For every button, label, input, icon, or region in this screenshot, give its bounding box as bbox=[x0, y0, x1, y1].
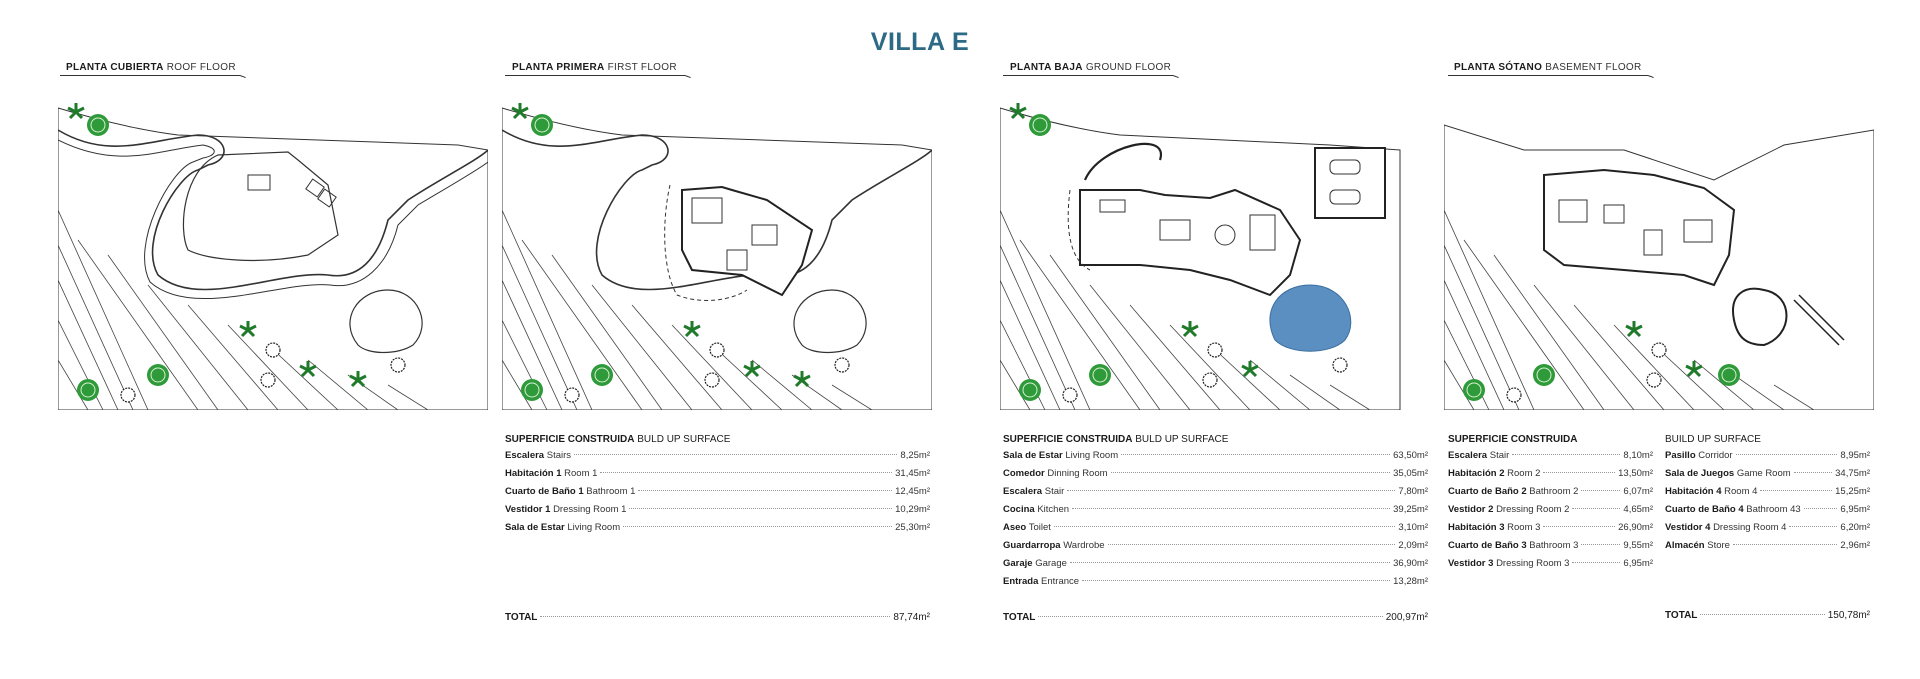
table-row bbox=[505, 468, 930, 486]
table-row bbox=[1003, 504, 1428, 522]
row-leader bbox=[1121, 454, 1390, 455]
row-value: 6,20m² bbox=[1840, 522, 1870, 533]
row-leader bbox=[1111, 472, 1391, 473]
table-row bbox=[1448, 468, 1653, 486]
table-row bbox=[1448, 450, 1653, 468]
table-row bbox=[1448, 522, 1653, 540]
label-underline bbox=[505, 75, 685, 76]
basement-surface-table-right bbox=[1665, 434, 1870, 558]
row-label: Escalera Stair bbox=[1003, 486, 1065, 497]
table-heading: BUILD UP SURFACE bbox=[1665, 434, 1761, 445]
table-row bbox=[1003, 558, 1428, 576]
row-value: 36,90m² bbox=[1393, 558, 1428, 569]
table-row bbox=[1003, 540, 1428, 558]
table-heading: SUPERFICIE CONSTRUIDA BULD UP SURFACE bbox=[505, 434, 731, 445]
row-value: 63,50m² bbox=[1393, 450, 1428, 461]
row-label: Sala de Estar Living Room bbox=[1003, 450, 1119, 461]
row-leader bbox=[574, 454, 897, 455]
ground-floor-plan bbox=[1000, 90, 1430, 410]
basement-surface-table-left bbox=[1448, 434, 1653, 576]
ground-floor-drawing bbox=[1000, 90, 1430, 410]
first-floor-total: TOTAL 87,74m² bbox=[505, 612, 930, 623]
label-underline-tick bbox=[1173, 75, 1179, 78]
row-label: Escalera Stair bbox=[1448, 450, 1510, 461]
row-value: 2,96m² bbox=[1840, 540, 1870, 551]
row-leader bbox=[1543, 472, 1615, 473]
table-row bbox=[1665, 522, 1870, 540]
label-underline-tick bbox=[240, 75, 246, 78]
row-value: 7,80m² bbox=[1398, 486, 1428, 497]
row-label: Vestidor 2 Dressing Room 2 bbox=[1448, 504, 1570, 515]
row-value: 35,05m² bbox=[1393, 468, 1428, 479]
row-label: Sala de Juegos Game Room bbox=[1665, 468, 1791, 479]
table-heading: SUPERFICIE CONSTRUIDA bbox=[1448, 434, 1578, 445]
row-label: Cuarto de Baño 2 Bathroom 2 bbox=[1448, 486, 1579, 497]
row-value: 25,30m² bbox=[895, 522, 930, 533]
row-leader bbox=[1581, 490, 1620, 491]
row-leader bbox=[1581, 544, 1620, 545]
row-label: Cuarto de Baño 1 Bathroom 1 bbox=[505, 486, 636, 497]
row-label: Sala de Estar Living Room bbox=[505, 522, 621, 533]
row-leader bbox=[638, 490, 892, 491]
row-label: Habitación 1 Room 1 bbox=[505, 468, 598, 479]
table-row bbox=[1003, 486, 1428, 504]
table-row bbox=[1003, 450, 1428, 468]
row-value: 8,10m² bbox=[1623, 450, 1653, 461]
row-value: 6,07m² bbox=[1623, 486, 1653, 497]
row-leader bbox=[623, 526, 892, 527]
row-label: Cocina Kitchen bbox=[1003, 504, 1070, 515]
table-row bbox=[1448, 540, 1653, 558]
row-value: 6,95m² bbox=[1840, 504, 1870, 515]
row-leader bbox=[1804, 508, 1838, 509]
row-value: 13,28m² bbox=[1393, 576, 1428, 587]
basement-floor-drawing bbox=[1444, 90, 1874, 410]
table-row bbox=[1448, 504, 1653, 522]
row-value: 2,09m² bbox=[1398, 540, 1428, 551]
row-value: 13,50m² bbox=[1618, 468, 1653, 479]
row-label: Vestidor 1 Dressing Room 1 bbox=[505, 504, 627, 515]
row-leader bbox=[1572, 562, 1620, 563]
row-leader bbox=[1572, 508, 1620, 509]
row-value: 12,45m² bbox=[895, 486, 930, 497]
row-label: Comedor Dinning Room bbox=[1003, 468, 1108, 479]
table-row bbox=[1665, 450, 1870, 468]
row-value: 3,10m² bbox=[1398, 522, 1428, 533]
ground-floor-total: TOTAL 200,97m² bbox=[1003, 612, 1428, 623]
roof-floor-plan bbox=[58, 90, 488, 410]
row-label: Habitación 3 Room 3 bbox=[1448, 522, 1541, 533]
table-heading: SUPERFICIE CONSTRUIDA BULD UP SURFACE bbox=[1003, 434, 1229, 445]
first-floor-surface-table bbox=[505, 434, 930, 540]
row-value: 4,65m² bbox=[1623, 504, 1653, 515]
row-value: 8,95m² bbox=[1840, 450, 1870, 461]
table-row bbox=[1003, 468, 1428, 486]
table-row bbox=[1448, 486, 1653, 504]
table-row bbox=[505, 486, 930, 504]
row-leader bbox=[600, 472, 892, 473]
roof-floor-drawing bbox=[58, 90, 488, 410]
table-row bbox=[1003, 576, 1428, 594]
first-floor-drawing bbox=[502, 90, 932, 410]
row-value: 34,75m² bbox=[1835, 468, 1870, 479]
basement-total: TOTAL 150,78m² bbox=[1665, 610, 1870, 621]
ground-floor-surface-table bbox=[1003, 434, 1428, 594]
table-row bbox=[1665, 504, 1870, 522]
row-leader bbox=[1794, 472, 1832, 473]
plan-label-basement: PLANTA SÓTANO BASEMENT FLOOR bbox=[1454, 62, 1642, 73]
table-row bbox=[1003, 522, 1428, 540]
row-leader bbox=[1733, 544, 1837, 545]
row-value: 31,45m² bbox=[895, 468, 930, 479]
row-label: Escalera Stairs bbox=[505, 450, 572, 461]
row-value: 39,25m² bbox=[1393, 504, 1428, 515]
table-row bbox=[505, 522, 930, 540]
row-label: Cuarto de Baño 4 Bathroom 43 bbox=[1665, 504, 1801, 515]
row-leader bbox=[1054, 526, 1396, 527]
page-title: VILLA E bbox=[870, 28, 970, 56]
row-label: Pasillo Corridor bbox=[1665, 450, 1733, 461]
row-label: Entrada Entrance bbox=[1003, 576, 1080, 587]
basement-floor-plan bbox=[1444, 90, 1874, 410]
row-leader bbox=[1067, 490, 1395, 491]
row-label: Habitación 4 Room 4 bbox=[1665, 486, 1758, 497]
row-leader bbox=[1070, 562, 1390, 563]
label-underline bbox=[60, 75, 240, 76]
row-leader bbox=[1789, 526, 1837, 527]
table-row bbox=[1665, 468, 1870, 486]
label-underline bbox=[1448, 75, 1648, 76]
row-leader bbox=[629, 508, 892, 509]
plan-label-ground: PLANTA BAJA GROUND FLOOR bbox=[1010, 62, 1172, 73]
row-leader bbox=[1543, 526, 1615, 527]
row-label: Vestidor 4 Dressing Room 4 bbox=[1665, 522, 1787, 533]
row-label: Cuarto de Baño 3 Bathroom 3 bbox=[1448, 540, 1579, 551]
label-underline bbox=[1003, 75, 1173, 76]
row-value: 8,25m² bbox=[900, 450, 930, 461]
first-floor-plan bbox=[502, 90, 932, 410]
row-leader bbox=[1736, 454, 1838, 455]
row-value: 6,95m² bbox=[1623, 558, 1653, 569]
plan-label-roof: PLANTA CUBIERTA ROOF FLOOR bbox=[66, 62, 236, 73]
row-label: Garaje Garage bbox=[1003, 558, 1067, 569]
row-value: 10,29m² bbox=[895, 504, 930, 515]
row-label: Almacén Store bbox=[1665, 540, 1730, 551]
table-row bbox=[1665, 540, 1870, 558]
row-label: Habitación 2 Room 2 bbox=[1448, 468, 1541, 479]
table-row bbox=[505, 450, 930, 468]
row-label: Guardarropa Wardrobe bbox=[1003, 540, 1105, 551]
row-leader bbox=[1512, 454, 1620, 455]
row-leader bbox=[1108, 544, 1396, 545]
table-row bbox=[1665, 486, 1870, 504]
row-value: 15,25m² bbox=[1835, 486, 1870, 497]
row-leader bbox=[1082, 580, 1390, 581]
label-underline-tick bbox=[1648, 75, 1654, 78]
row-value: 26,90m² bbox=[1618, 522, 1653, 533]
table-row bbox=[1448, 558, 1653, 576]
table-row bbox=[505, 504, 930, 522]
row-value: 9,55m² bbox=[1623, 540, 1653, 551]
row-label: Aseo Toilet bbox=[1003, 522, 1051, 533]
row-leader bbox=[1760, 490, 1832, 491]
row-leader bbox=[1072, 508, 1390, 509]
row-label: Vestidor 3 Dressing Room 3 bbox=[1448, 558, 1570, 569]
label-underline-tick bbox=[685, 75, 691, 78]
plan-label-first: PLANTA PRIMERA FIRST FLOOR bbox=[512, 62, 677, 73]
